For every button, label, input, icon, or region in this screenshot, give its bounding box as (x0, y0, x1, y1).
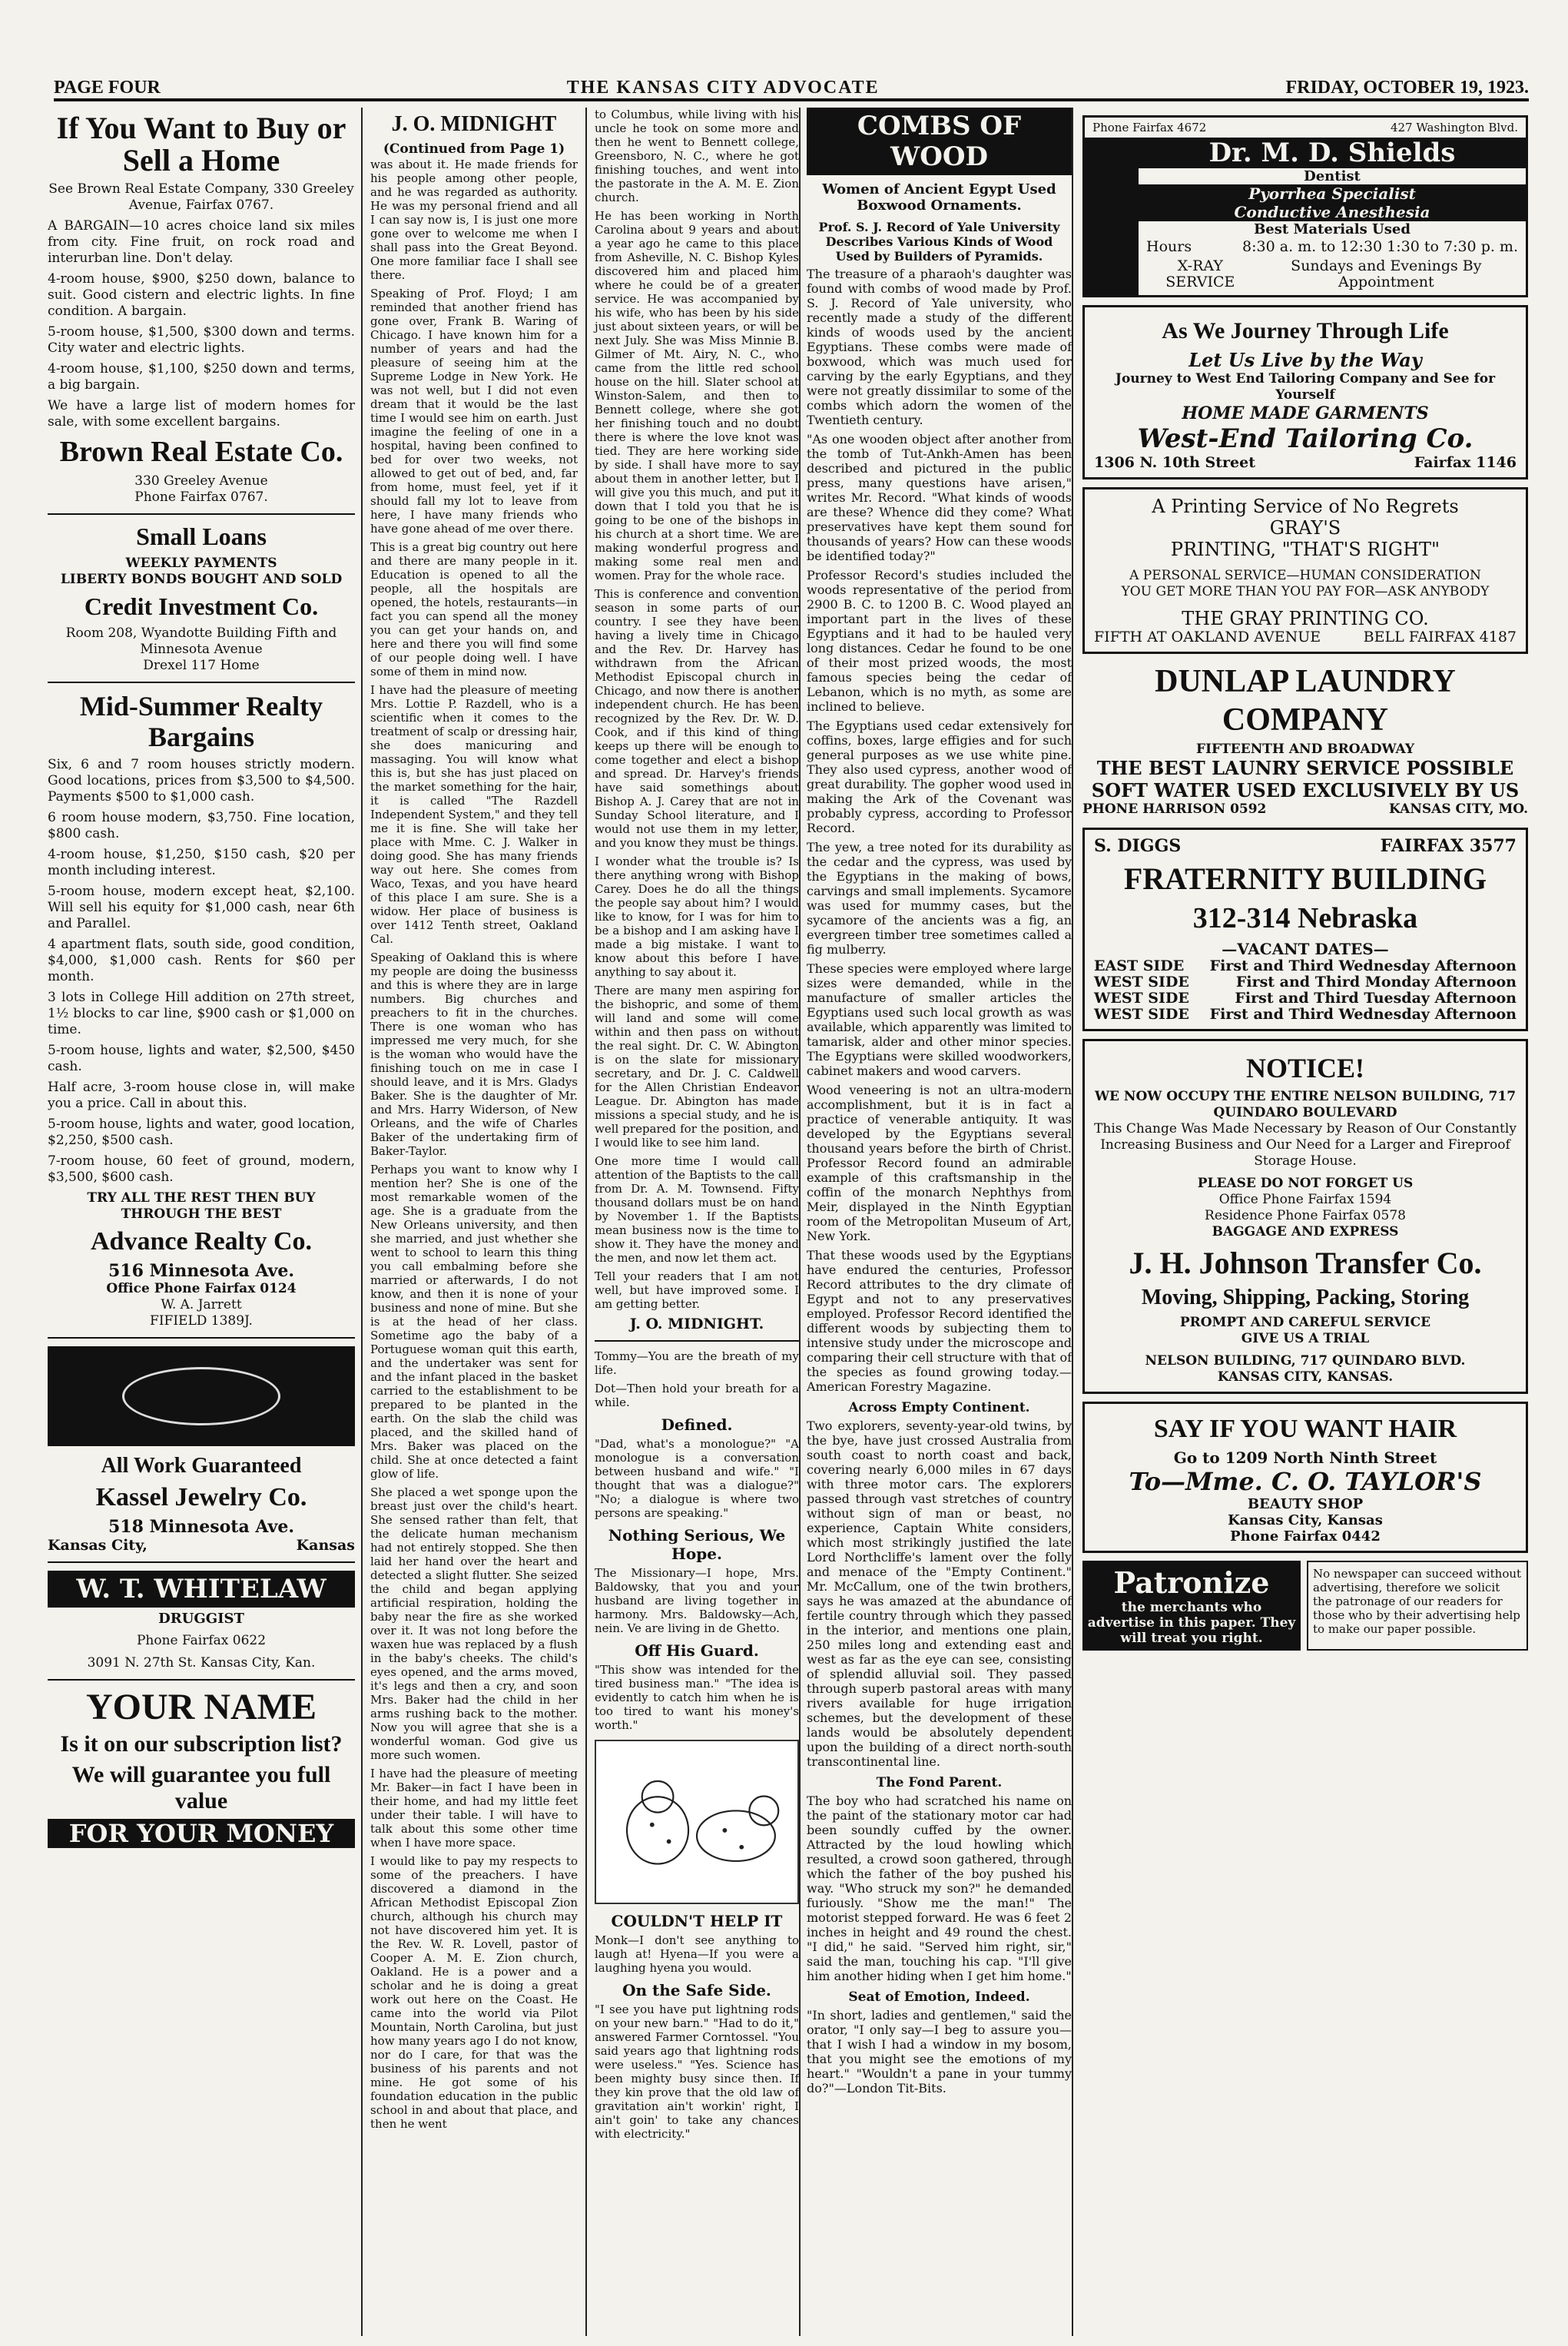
frat-side: WEST SIDE (1094, 1006, 1189, 1023)
hair-heading: SAY IF YOU WANT HAIR (1153, 1415, 1457, 1443)
column-ads-right (1072, 108, 1528, 2336)
dentist-xray: X-RAY SERVICE (1165, 257, 1235, 290)
notice-l6: BAGGAGE AND EXPRESS (1212, 1224, 1399, 1239)
tailor-h2: Let Us Live by the Way (1188, 349, 1422, 371)
listing-item: We have a large list of modern homes for sale, with some excellent bargains. (48, 398, 355, 430)
tailor-firm: West-End Tailoring Co. (1137, 423, 1474, 454)
article-paragraph: I wonder what the trouble is? Is there anything wrong with Bishop Carey. Does he do all the things the people say about him? I would like to know, for I was for him to be a bishop and I am asking have I made a big mistake. I want to know about this before I have anything to say about it. (595, 854, 799, 979)
loans-sub: WEEKLY PAYMENTS (125, 556, 277, 571)
joke-text: The Missionary—I hope, Mrs. Baldowsky, that you and your husband are living together in harmony. Mrs. Baldowsky—Ach, nein. Ve are living in de Ghetto. (595, 1566, 799, 1635)
article-title: J. O. MIDNIGHT (391, 112, 557, 136)
frat-when: First and Third Wednesday Afternoon (1209, 1006, 1517, 1023)
notice-l4: Office Phone Fairfax 1594 (1218, 1192, 1392, 1207)
ring-icon (122, 1367, 280, 1425)
hair-l5: Phone Fairfax 0442 (1230, 1528, 1381, 1545)
joke-line: Dot—Then hold your breath for a while. (595, 1382, 799, 1409)
laundry-h2: COMPANY (1222, 702, 1389, 738)
dentist-top-row (1085, 118, 1526, 138)
patronize-text: the merchants who advertise in this paper. They will treat you right. (1087, 1600, 1296, 1646)
frat-when: First and Third Wednesday Afternoon (1209, 957, 1517, 974)
divider (595, 1340, 799, 1342)
dentist-phone: Phone Fairfax 4672 (1092, 121, 1207, 134)
article-paragraph: He has been working in North Carolina about 9 years and about a year ago he came to this place from Asheville, N. C. Bishop Kyles discovered him and placed him where he could be of a greater service. He was accompanied by his wife, who has been by his side just about sixteen years, or will be next July. She was Miss Minnie B. Gilmer of Mt. Airy, N. C., who came from the little red school house on the hill. Slater school at Winston-Salem, and then to Bennett college, where she got her finishing touch and no doubt there is where the love knot was tied. They are here working side by side. I shall have more to say about them in another letter, but I will give you this much, and put it down that I told you that he is going to be one of the bishops in his church at a short time. We are making wonderful progress and making some real men and women. Pray for the whole race. (595, 209, 799, 582)
joke-title: Nothing Serious, We Hope. (608, 1526, 786, 1563)
divider (48, 1679, 355, 1681)
article-paragraph: Speaking of Prof. Floyd; I am reminded that another friend has gone over, Frank B. Waring of Chicago. I have known him for a number of years and had the pleasure of seeing him at the Supreme Lodge in New York. He was not well, but I did not even dream that it would be the last time I would see him on earth. Just imagine the feeling of one in a hospital, having been confined to bed for over two weeks, not allowed to get out of bed, and, far from home, must feel, yet if it should fall my lot to leave from here, I have many friends who have gone ahead of me over there. (370, 287, 578, 536)
notice-l2: This Change Was Made Necessary by Reason of Our Constantly Increasing Business and Our Need for a Larger and Fireproof Storage House. (1094, 1121, 1517, 1169)
article-paragraph: The yew, a tree noted for its durability as the cedar and the cypress, was used by the Egyptians in the making of bows, carvings and small implements. Sycamore was used for mummy cases, but the sycamore of the ancients was a fig, an evergreen timber tree sometimes called a fig mulberry. (807, 840, 1072, 957)
real-estate-headline: If You Want to Buy or Sell a Home (56, 111, 346, 178)
printing-ad (1082, 487, 1528, 654)
jewelry-city-left: Kansas City, (48, 1537, 148, 1554)
jewelry-image (48, 1346, 355, 1446)
article-paragraph: This is a great big country out here and there are many people in it. Education is opened to all the people, all the hospitals are opened, the hotels, restaurants—in fact you can spend all the money you can get your hands on, and here and there you will find some of our people doing well. I have some of them in mind now. (370, 540, 578, 679)
issue-date: FRIDAY, OCTOBER 19, 1923. (1285, 78, 1529, 98)
column-combs-of-wood (799, 108, 1072, 2336)
listing-item: 5-room house, modern except heat, $2,100. Will sell his equity for $1,000 cash, near 6th and Parallel. (48, 884, 355, 931)
article-paragraph: There are many men aspiring for the bishopric, and some of them will land and some will come within and then pass on without the real sight. Dr. C. W. Abington is on the slate for missionary secretary, and Dr. J. C. Caldwell for the Allen Christian Endeavor League. Dr. Abington has made missions a special study, and he is well prepared for the position, and I would like to see him land. (595, 984, 799, 1150)
listing-item: Half acre, 3-room house close in, will make you a price. Call in about this. (48, 1080, 355, 1111)
notice-firm: J. H. Johnson Transfer Co. (1129, 1246, 1482, 1280)
laundry-ad (1082, 665, 1528, 817)
print-h3: PRINTING, "THAT'S RIGHT" (1170, 539, 1440, 560)
combs-sub2: Prof. S. J. Record of Yale University Describes Various Kinds of Wood Used by Builders of Pyramids. (818, 220, 1060, 264)
advance-name: W. A. Jarrett (161, 1297, 242, 1312)
jewelry-city-right: Kansas (296, 1537, 355, 1554)
brown-addr: 330 Greeley Avenue (134, 473, 268, 489)
page-header (54, 71, 1529, 101)
print-addr: FIFTH AT OAKLAND AVENUE (1094, 629, 1321, 645)
brown-firm: Brown Real Estate Co. (59, 436, 343, 468)
listing-item: 7-room house, 60 feet of ground, modern, $3,500, $600 cash. (48, 1153, 355, 1185)
listing-item: 6 room house modern, $3,750. Fine location, $800 cash. (48, 810, 355, 841)
credit-firm: Credit Investment Co. (84, 592, 319, 620)
article-paragraph: "As one wooden object after another from the tomb of Tut-Ankh-Amen has been described and pictured in the public press, many questions have arisen," writes Mr. Record. "What kinds of woods are these? Whence did they come? What preservatives have kept them sound for thousands of years? How can these woods be identified today?" (807, 432, 1072, 563)
jewelry-city (48, 1537, 355, 1554)
joke-text: "I see you have put lightning rods on your new barn." "Had to do it," answered Farmer Corntossel. "You said years ago that lightning rods were useless." "Yes. Science has been mighty busy since then. If they kin prove that the old law of gravitation ain't workin' right, I ain't goin' to take any chances with electricity." (595, 2003, 799, 2141)
cartoon-caption: COULDN'T HELP IT (611, 1912, 783, 1930)
divider (48, 513, 355, 515)
laundry-phone: PHONE HARRISON 0592 (1082, 801, 1267, 817)
frat-side: EAST SIDE (1094, 957, 1185, 974)
tailor-l2: HOME MADE GARMENTS (1182, 403, 1429, 423)
advance-tel: FIFIELD 1389J. (150, 1313, 253, 1329)
cartoon-animals-icon (596, 1741, 797, 1903)
dentist-spec1: Pyorrhea Specialist (1139, 184, 1526, 203)
hair-ad (1082, 1402, 1528, 1553)
article-paragraph: I have had the pleasure of meeting Mr. Baker—in fact I have been in their home, and had my little feet under their table. I will have to talk about this some other time when I have more space. (370, 1767, 578, 1850)
print-l1: A PERSONAL SERVICE—HUMAN CONSIDERATION (1129, 568, 1481, 583)
frat-row (1094, 958, 1517, 974)
tailor-bottom-row (1094, 454, 1517, 471)
article-paragraph: I would like to pay my respects to some of the preachers. I have discovered a diamond in the African Methodist Episcopal Zion church, although his church may not have discovered him yet. It is the Rev. W. R. Lovell, pastor of Cooper A. M. E. Zion church, Oakland. He is a power and a scholar and he is doing a great work out here on the Coast. He came into the world via Pilot Mountain, North Carolina, but just how many years ago I do not know, nor do I care, for that was the business of his parents and not mine. He got some of his foundation education in the public school in and about that place, and then he went (370, 1854, 578, 2131)
hair-l4: Kansas City, Kansas (1228, 1512, 1383, 1528)
real-estate-sub: See Brown Real Estate Company, 330 Greeley Avenue, Fairfax 0767. (48, 181, 354, 213)
listing-item: A BARGAIN—10 acres choice land six miles from city. Fine fruit, on rock road and interurban line. Don't delay. (48, 218, 355, 266)
listing-item: 4-room house, $1,100, $250 down and terms, a big bargain. (48, 361, 355, 393)
article-paragraph: This is conference and convention season in some parts of our country. I see they have been having a lively time in Chicago and the Rev. Dr. Harvey has withdrawn from the African Methodist Episcopal church in Chicago, and now there is another independent church. He has been recognized by the Rev. Dr. W. D. Cook, and if this kind of thing keeps up there will be enough to come together and elect a bishop and spread. Dr. Harvey's friends have said somethings about Bishop A. J. Carey that are not in Sunday School literature, and I would not use them in my letter, and you know they must be things. (595, 587, 799, 850)
article-paragraph: The boy who had scratched his name on the paint of the stationary motor car had been soundly cuffed by the owner. Attracted by the loud howling which resulted, a crowd soon gathered, through which the father of the boy pushed his way. "Who struck my son?" he demanded furiously. "Show me the man!" The motorist stepped forward. He was 6 feet 2 inches in height and 49 round the chest. "I did," he said. "Served him right, sir," said the man, touching his cap. "I'll give him another hiding when I get him home." (807, 1794, 1072, 1983)
laundry-city: KANSAS CITY, MO. (1389, 801, 1528, 817)
joke-title: On the Safe Side. (622, 1981, 771, 1999)
tailor-phone: Fairfax 1146 (1414, 454, 1517, 471)
notice-l1: WE NOW OCCUPY THE ENTIRE NELSON BUILDING, 717 QUINDARO BOULEVARD (1094, 1089, 1517, 1120)
divider (48, 1561, 355, 1563)
notice-l8: GIVE US A TRIAL (1241, 1331, 1370, 1346)
midsummer-title: Mid-Summer Realty Bargains (79, 691, 323, 752)
cartoon-illustration (595, 1740, 799, 1904)
print-h2: GRAY'S (1269, 517, 1341, 539)
listing-item: 3 lots in College Hill addition on 27th street, 1½ blocks to car line, $900 cash or $1,000 on time. (48, 990, 355, 1037)
frat-side: WEST SIDE (1094, 990, 1189, 1007)
loans-line: LIBERTY BONDS BOUGHT AND SOLD (60, 572, 343, 587)
joke-text: "Dad, what's a monologue?" "A monologue is a conversation between husband and wife." "I thought that was a dialogue?" "No; a dialogue is where two persons are speaking." (595, 1437, 799, 1520)
divider (48, 1337, 355, 1339)
tailor-ad (1082, 305, 1528, 479)
notice-services: Moving, Shipping, Packing, Storing (1141, 1286, 1470, 1309)
credit-phone: Drexel 117 Home (143, 658, 260, 673)
fraternity-ad (1082, 828, 1528, 1031)
frat-side: WEST SIDE (1094, 974, 1189, 990)
print-l2: YOU GET MORE THAN YOU PAY FOR—ASK ANYBODY (1121, 584, 1490, 599)
article-paragraph: Wood veneering is not an ultra-modern accomplishment, but it is in fact a practice of venerable antiquity. It was developed by the Egyptians several thousand years before the birth of Christ. Professor Record found an admirable example of this craftsmanship in the coffin of the monarch Nephthys from Meir, displayed in the Ninth Egyptian room of the Metropolitan Museum of Art, New York. (807, 1083, 1072, 1243)
frat-row (1094, 990, 1517, 1007)
article-paragraph: Perhaps you want to know why I mention her? She is one of the most remarkable women of the age. She is a graduate from the New Orleans university, and then she married, and just whether she went to school to learn this thing you call embalming before she married or afterwards, I do not know, and then it is none of your business and none of mine. But she is at the head of her class. Sometime ago the baby of a Portuguese woman quit this earth, and the undertaker was sent for and the infant placed in the basket carried to the establishment to be prepared to be planted in the earth. On the slab the child was placed, and the skilled hand of Mrs. Baker was placed on the child. She at once detected a faint glow of life. (370, 1163, 578, 1481)
listing-item: 5-room house, lights and water, $2,500, $450 cash. (48, 1043, 355, 1074)
druggist-title: DRUGGIST (158, 1611, 244, 1627)
frat-top-row (1094, 836, 1517, 856)
continued-note: (Continued from Page 1) (383, 141, 565, 157)
jewelry-guarantee: All Work Guaranteed (101, 1454, 302, 1478)
frat-when: First and Third Monday Afternoon (1235, 974, 1517, 990)
guarantee-pitch: We will guarantee you full value (71, 1762, 331, 1813)
frat-h1: FRATERNITY BUILDING (1123, 861, 1487, 896)
hair-l1: Go to 1209 North Ninth Street (1173, 1448, 1437, 1467)
listing-item: 4-room house, $1,250, $150 cash, $20 per month including interest. (48, 847, 355, 878)
article-paragraph: These species were employed where large sizes were demanded, while in the manufacture of smaller articles the Egyptians used such local growth as was available, which apparently was limited to tamarisk, alder and other minor species. The Egyptians were skilled woodworkers, cabinet makers and wood carvers. (807, 961, 1072, 1078)
dentist-bottom-row (1139, 257, 1526, 295)
hair-l2: To—Mme. C. O. TAYLOR'S (1129, 1467, 1482, 1496)
seat-title: Seat of Emotion, Indeed. (848, 1989, 1030, 2005)
hair-l3: BEAUTY SHOP (1247, 1496, 1364, 1512)
frat-h2: 312-314 Nebraska (1192, 902, 1418, 934)
tailor-addr: 1306 N. 10th Street (1094, 454, 1255, 471)
article-paragraph: was about it. He made friends for his people among other people, and he was regarded as authority. He was my personal friend and all I can say now is, I is just one more gone over to welcome me when I shall pass into the Great Beyond. One more familiar face I shall see there. (370, 158, 578, 282)
notice-l3: PLEASE DO NOT FORGET US (1197, 1176, 1414, 1191)
dentist-hours-label: Hours (1146, 238, 1192, 255)
combs-sub1: Women of Ancient Egypt Used Boxwood Ornaments. (822, 181, 1056, 214)
listing-item: 4 apartment flats, south side, good condition, $4,000, $1,000 cash. Rents for $60 per month. (48, 937, 355, 984)
joke-text: "This show was intended for the tired business man." "The idea is evidently to catch him when he is too tired to want his money's worth." (595, 1663, 799, 1732)
laundry-l2: SOFT WATER USED EXCLUSIVELY BY US (1091, 779, 1520, 801)
column-midnight-article (361, 108, 578, 2336)
combs-title: COMBS OF WOOD (807, 108, 1072, 175)
money-line: FOR YOUR MONEY (48, 1819, 355, 1848)
notice-l5: Residence Phone Fairfax 0578 (1205, 1208, 1406, 1223)
notice-l7: PROMPT AND CAREFUL SERVICE (1179, 1315, 1431, 1330)
dentist-best: Best Materials Used (1254, 221, 1411, 237)
dentist-portrait (1085, 138, 1139, 295)
your-name-headline: YOUR NAME (86, 1687, 317, 1727)
listing-item: Six, 6 and 7 room houses strictly modern. Good locations, prices from $3,500 to $4,500. Payments $500 to $1,000 cash. (48, 757, 355, 805)
article-paragraph: to Columbus, while living with his uncle he took on some more and then he went to Bennett college, Greensboro, N. C., where he got finishing touches, and went into the pastorate in the A. M. E. Zion church. (595, 108, 799, 204)
article-paragraph: Professor Record's studies included the woods representative of the period from 2900 B. C. to 1200 B. C. Wood played an important part in the lives of these Egyptians and it had to be hauled very long distances. Cedar he found to be one of their most prized woods, the most famous species being the cedar of Lebanon, which is no myth, as some are inclined to believe. (807, 568, 1072, 714)
advance-firm: Advance Realty Co. (90, 1227, 313, 1256)
druggist-addr: 3091 N. 27th St. Kansas City, Kan. (87, 1655, 316, 1671)
article-paragraph: Speaking of Oakland this is where my people are doing the businesss and this is where they are in large numbers. Big churches and preachers to fit in the churches. There is one woman who has impressed me very much, for she is the woman who would have the finishing touch on me in case I should leave, and it is Mrs. Gladys Baker. She is the daughter of Mr. and Mrs. Harry Widerson, of New Orleans, and the wife of Charles Baker of the undertaking firm of Baker-Taylor. (370, 951, 578, 1158)
no-newspaper-note: No newspaper can succeed without advertising, therefore we solicit the patronage of our readers for those who by their advertising help to make our paper possible. (1307, 1561, 1528, 1651)
listing-item: 5-room house, lights and water, good location, $2,250, $500 cash. (48, 1117, 355, 1148)
laundry-addr: FIFTEENTH AND BROADWAY (1196, 742, 1414, 757)
patronize-ad (1082, 1561, 1301, 1651)
across-title: Across Empty Continent. (848, 1400, 1030, 1415)
frat-row (1094, 974, 1517, 990)
article-paragraph: She placed a wet sponge upon the breast just over the child's heart. She sensed rather than felt, that the delicate human mechanism had not entirely stopped. She then laid her hand over the heart and detected a slight flutter. She seized the child and began applying artificial respiration, holding the baby near the fire as she worked over it. It was not long before the waxen hue was replaced by a flush in the baby's cheeks. The child's eyes opened, and the arms moved, it's legs and then a cry, and soon Mrs. Baker had the child in her arms rushing back to the mother. Now you will agree that she is a wonderful woman. God give us more such women. (370, 1485, 578, 1762)
print-firm: THE GRAY PRINTING CO. (1182, 608, 1429, 629)
dentist-spec2: Conductive Anesthesia (1139, 203, 1526, 221)
page-label: PAGE FOUR (54, 78, 161, 98)
brown-phone: Phone Fairfax 0767. (134, 489, 268, 505)
dentist-name: Dr. M. D. Shields (1139, 138, 1526, 168)
druggist-name: W. T. WHITELAW (48, 1571, 355, 1608)
tailor-h1: As We Journey Through Life (1162, 318, 1449, 343)
dentist-hours-row (1139, 237, 1526, 257)
print-h1: A Printing Service of No Regrets (1152, 496, 1459, 517)
advance-addr: 516 Minnesota Ave. (108, 1261, 295, 1281)
listing-item: 5-room house, $1,500, $300 down and terms. City water and electric lights. (48, 324, 355, 356)
frat-left: S. DIGGS (1094, 836, 1182, 856)
dentist-title: Dentist (1304, 168, 1361, 184)
advance-phone: Office Phone Fairfax 0124 (106, 1281, 297, 1296)
subscription-question: Is it on our subscription list? (60, 1731, 343, 1757)
joke-title: Off His Guard. (635, 1641, 759, 1660)
frat-when: First and Third Tuesday Afternoon (1235, 990, 1517, 1007)
dentist-hours: 8:30 a. m. to 12:30 1:30 to 7:30 p. m. (1242, 238, 1518, 255)
article-paragraph: Two explorers, seventy-year-old twins, by the bye, have just crossed Australia from south coast to north coast and back, covering nearly 6,000 miles in 67 days with three motor cars. The explorers passed through vast stretches of country without sign of man or beast, no experience, Captain White considers, which most strikingly justified the late Lord Northcliffe's lament over the folly and menace of the "Empty Continent." Mr. McCallum, one of the twin brothers, says he was amazed at the abundance of fertile country through which they passed in the interior, and mentions one plain, 250 miles long and extending east and west as far as the eye can see, consisting of splendid alluvial soil. They passed through superb pastoral areas with many rivers available for huge irrigation schemes, but the development of these lands would be absolutely dependent upon the building of a direct north-south transcontinental line. (807, 1419, 1072, 1769)
bottom-promo-row (1082, 1561, 1528, 1651)
print-phone: BELL FAIRFAX 4187 (1363, 629, 1517, 645)
divider (48, 682, 355, 683)
listing-item: 4-room house, $900, $250 down, balance to suit. Good cistern and electric lights. In fine condition. A bargain. (48, 271, 355, 319)
loans-title: Small Loans (136, 523, 267, 550)
tailor-l1: Journey to West End Tailoring Company and See for Yourself (1115, 371, 1496, 403)
joke-title: Defined. (661, 1415, 733, 1434)
masthead: THE KANSAS CITY ADVOCATE (566, 78, 880, 98)
try-rest: TRY ALL THE REST THEN BUY THROUGH THE BEST (87, 1190, 316, 1222)
article-paragraph: One more time I would call attention of the Baptists to the call from Dr. A. M. Townsend. Fifty thousand dollars must be on hand by November 1. If the Baptists mean business now is the time to show it. They have the money and the men, and now let them act. (595, 1154, 799, 1265)
frat-vacant: —VACANT DATES— (1222, 940, 1389, 958)
druggist-phone: Phone Fairfax 0622 (136, 1633, 267, 1648)
laundry-h1: DUNLAP LAUNDRY (1155, 664, 1456, 699)
signature: J. O. MIDNIGHT. (629, 1316, 764, 1332)
transfer-notice-ad (1082, 1039, 1528, 1394)
notice-heading: NOTICE! (1245, 1053, 1365, 1083)
notice-l10: KANSAS CITY, KANSAS. (1217, 1369, 1394, 1385)
laundry-bottom-row (1082, 801, 1528, 817)
dentist-ad (1082, 115, 1528, 297)
print-bottom-row (1094, 629, 1517, 645)
article-paragraph: The treasure of a pharaoh's daughter was found with combs of wood made by Prof. S. J. Record of Yale university, who recently made a study of the different kinds of woods used by the ancient Egyptians. These combs were made of boxwood, which was much used for carving by the early Egyptians, and they were not greatly dissimilar to some of the combs which adorn the women of the Twentieth century. (807, 267, 1072, 427)
article-paragraph: That these woods used by the Egyptians have endured the centuries, Professor Record attributes to the dry climate of Egypt and not to any preservatives employed. Professor Record identified the different woods by subjecting them to intensive study under the microscope and comparing their cell structure with that of the species as found growing today.—American Forestry Magazine. (807, 1248, 1072, 1394)
laundry-l1: THE BEST LAUNRY SERVICE POSSIBLE (1096, 757, 1514, 779)
jewelry-firm: Kassel Jewelry Co. (95, 1483, 307, 1511)
joke-line: Tommy—You are the breath of my life. (595, 1349, 799, 1377)
jewelry-addr: 518 Minnesota Ave. (108, 1517, 295, 1537)
dentist-addr: 427 Washington Blvd. (1390, 121, 1518, 134)
article-paragraph: I have had the pleasure of meeting Mrs. Lottie P. Razdell, who is a scientific when it comes to the treatment of scalp or dressing hair, she does manicuring and massaging. You will know what this is, but she has just placed on the market something for the hair, it is called "The Razdell Independent System," and they tell me it is fine. She will take her place with Mme. C. J. Walker in doing good. She has many friends way out here. She comes from Waco, Texas, and you have heard of this place I am sure. She is a widow. Her place of business is over 1412 Tenth street, Oakland Cal. (370, 683, 578, 946)
article-paragraph: "In short, ladies and gentlemen," said the orator, "I only say—I beg to assure you—that I wish I had a window in my bosom, that you might see the emotions of my heart." "Wouldn't a pane in your tummy do?"—London Tit-Bits. (807, 2008, 1072, 2095)
article-paragraph: The Egyptians used cedar extensively for coffins, boxes, large effigies and for such general purposes as we use white pine. They also used cypress, another wood of great durability. The gopher wood used in making the Ark of the Covenant was probably cypress, according to Professor Record. (807, 718, 1072, 835)
fond-title: The Fond Parent. (876, 1775, 1003, 1790)
patronize-heading: Patronize (1113, 1565, 1270, 1600)
column-ads-left (48, 108, 355, 2336)
column-article-continued (585, 108, 799, 2336)
dentist-sunday: Sundays and Evenings By Appointment (1291, 257, 1482, 290)
frat-right: FAIRFAX 3577 (1380, 836, 1517, 856)
article-paragraph: Tell your readers that I am not well, but have improved some. I am getting better. (595, 1269, 799, 1311)
cartoon-text: Monk—I don't see anything to laugh at! Hyena—If you were a laughing hyena you would. (595, 1933, 799, 1975)
credit-addr: Room 208, Wyandotte Building Fifth and Minnesota Avenue (65, 625, 337, 657)
notice-l9: NELSON BUILDING, 717 QUINDARO BLVD. (1145, 1353, 1466, 1369)
frat-row (1094, 1007, 1517, 1023)
